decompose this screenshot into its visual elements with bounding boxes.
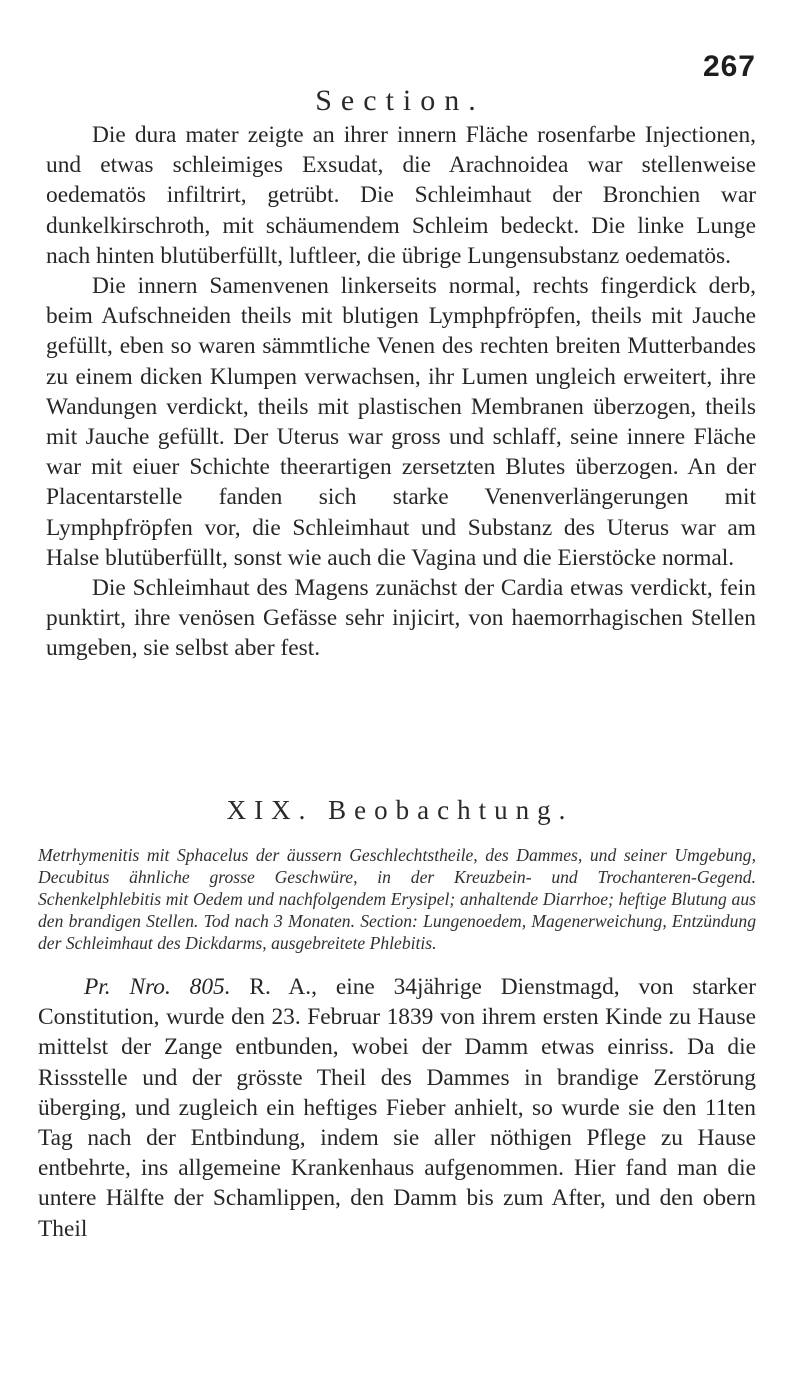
- section-body: [46, 120, 756, 664]
- paragraph-dura-mater: Die dura mater zeigte an ihrer innern Fläche rosenfarbe Injectionen, und etwas schleimiges Exsudat, die Arachnoidea war stellenweise oedematös infiltrirt, getrübt. Die Schleimhaut der Bronchien war dunkelkirschroth, mit schäumendem Schleim bedeckt. Die linke Lunge nach hinten blutüberfüllt, luftleer, die übrige Lungensubstanz oedematös.: [46, 122, 756, 269]
- observation-summary: Metrhymenitis mit Sphacelus der äussern Geschlechtstheile, des Dammes, und seiner Umgebung, Decubitus ähnliche grosse Geschwüre, in der Kreuzbein- und Trochanteren-Gegend. Schenkelphlebitis mit Oedem und nachfolgendem Erysipel; anhaltende Diarrhoe; heftige Blutung aus den brandigen Stellen. Tod nach 3 Monaten. Section: Lungenoedem, Magenerweichung, Entzündung der Schleimhaut des Dickdarms, ausgebreitete Phlebitis.: [38, 845, 756, 953]
- case-paragraph: [38, 972, 756, 1244]
- case-report: [38, 972, 756, 1244]
- page-number: 267: [702, 50, 756, 83]
- section-heading: Section.: [315, 84, 485, 117]
- paragraph-samenvenen: Die innern Samenvenen linkerseits normal, rechts fingerdick derb, beim Aufschneiden theils mit blutigen Lymphpfröpfen, theils mit Jauche gefüllt, eben so waren sämmtliche Venen des rechten breiten Mutterbandes zu einem dicken Klumpen verwachsen, ihr Lumen ungleich erweitert, ihre Wandungen verdickt, theils mit plastischen Membranen überzogen, theils mit Jauche gefüllt. Der Uterus war gross und schlaff, seine innere Fläche war mit eiuer Schichte theerartigen zersetzten Blutes überzogen. An der Placentarstelle fanden sich starke Venenverlängerungen mit Lymphpfröpfen vor, die Schleimhaut und Substanz des Uterus war am Halse blutüberfüllt, sonst wie auch die Vagina und die Eierstöcke normal.: [46, 273, 756, 571]
- case-text: R. A., eine 34jährige Dienstmagd, von starker Constitution, wurde den 23. Februar 1839 von ihrem ersten Kinde zu Hause mittelst der Zange entbunden, wobei der Damm etwas einriss. Da die Rissstelle und der grösste Theil des Dammes in brandige Zerstörung überging, und zugleich ein heftiges Fieber anhielt, so wurde sie den 11ten Tag nach der Entbindung, indem sie aller nöthigen Pflege zu Hause entbehrte, ins allgemeine Krankenhaus aufgenommen. Hier fand man die untere Hälfte der Schamlippen, den Damm bis zum After, und den obern Theil: [38, 974, 757, 1242]
- case-label: Pr. Nro. 805.: [84, 974, 231, 1000]
- observation-heading: XIX. Beobachtung.: [226, 795, 574, 825]
- paragraph-magen: Die Schleimhaut des Magens zunächst der Cardia etwas verdickt, fein punktirt, ihre venösen Gefässe sehr injicirt, von haemorrhagischen Stellen umgeben, sie selbst aber fest.: [46, 575, 756, 662]
